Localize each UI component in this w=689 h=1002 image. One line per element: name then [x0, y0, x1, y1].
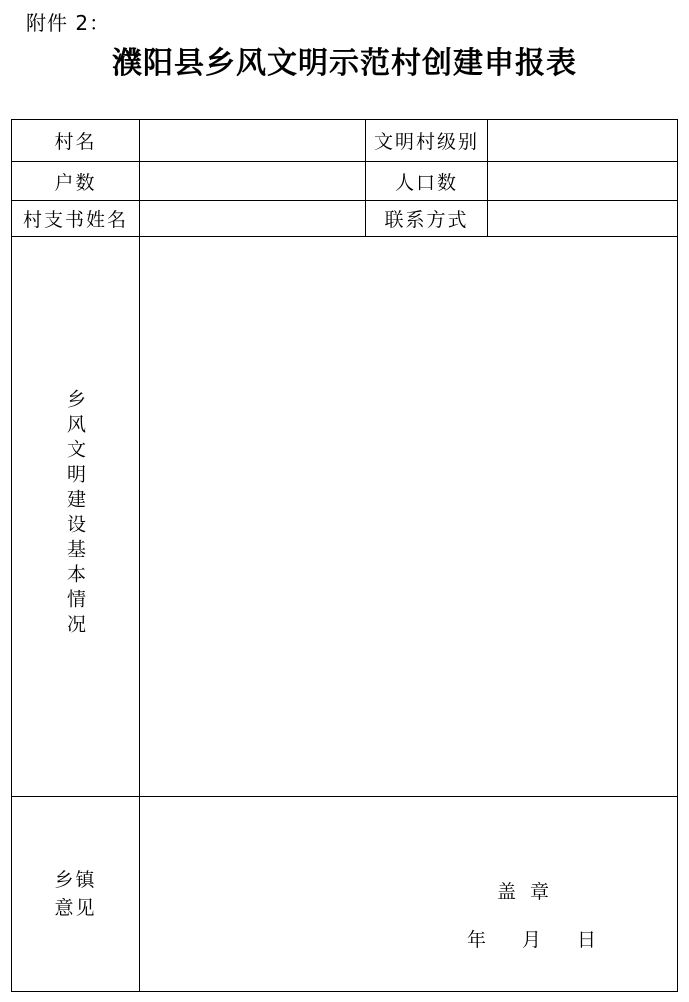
town-opinion-label-cell — [12, 797, 140, 992]
form-row-village — [12, 120, 678, 162]
population-field[interactable] — [488, 162, 678, 201]
town-opinion-field[interactable] — [140, 797, 678, 992]
civilized-level-label: 文明村级别 — [366, 120, 488, 162]
population-label: 人口数 — [366, 162, 488, 201]
seal-label: 盖章 — [497, 881, 564, 903]
basic-situation-label: 乡风文明建设基本情况 — [64, 389, 86, 639]
date-month-label: 月 — [522, 929, 544, 951]
form-row-basic-situation — [12, 237, 678, 797]
form-title: 濮阳县乡风文明示范村创建申报表 — [112, 46, 577, 81]
secretary-name-label: 村支书姓名 — [12, 201, 140, 237]
form-row-town-opinion — [12, 797, 678, 992]
village-name-field[interactable] — [140, 120, 366, 162]
date-line — [467, 925, 598, 952]
date-year-label: 年 — [467, 929, 489, 951]
civilized-level-field[interactable] — [488, 120, 678, 162]
contact-field[interactable] — [488, 201, 678, 237]
attachment-label: 附件 2： — [26, 11, 111, 35]
households-label: 户数 — [12, 162, 140, 201]
contact-label: 联系方式 — [366, 201, 488, 237]
date-day-label: 日 — [577, 929, 599, 951]
application-form-table — [11, 119, 678, 992]
secretary-name-field[interactable] — [140, 201, 366, 237]
form-row-households — [12, 162, 678, 201]
village-name-label: 村名 — [12, 120, 140, 162]
basic-situation-label-cell — [12, 237, 140, 797]
form-row-secretary — [12, 201, 678, 237]
households-field[interactable] — [140, 162, 366, 201]
town-opinion-label: 乡镇意见 — [54, 869, 97, 919]
basic-situation-field[interactable] — [140, 237, 678, 797]
